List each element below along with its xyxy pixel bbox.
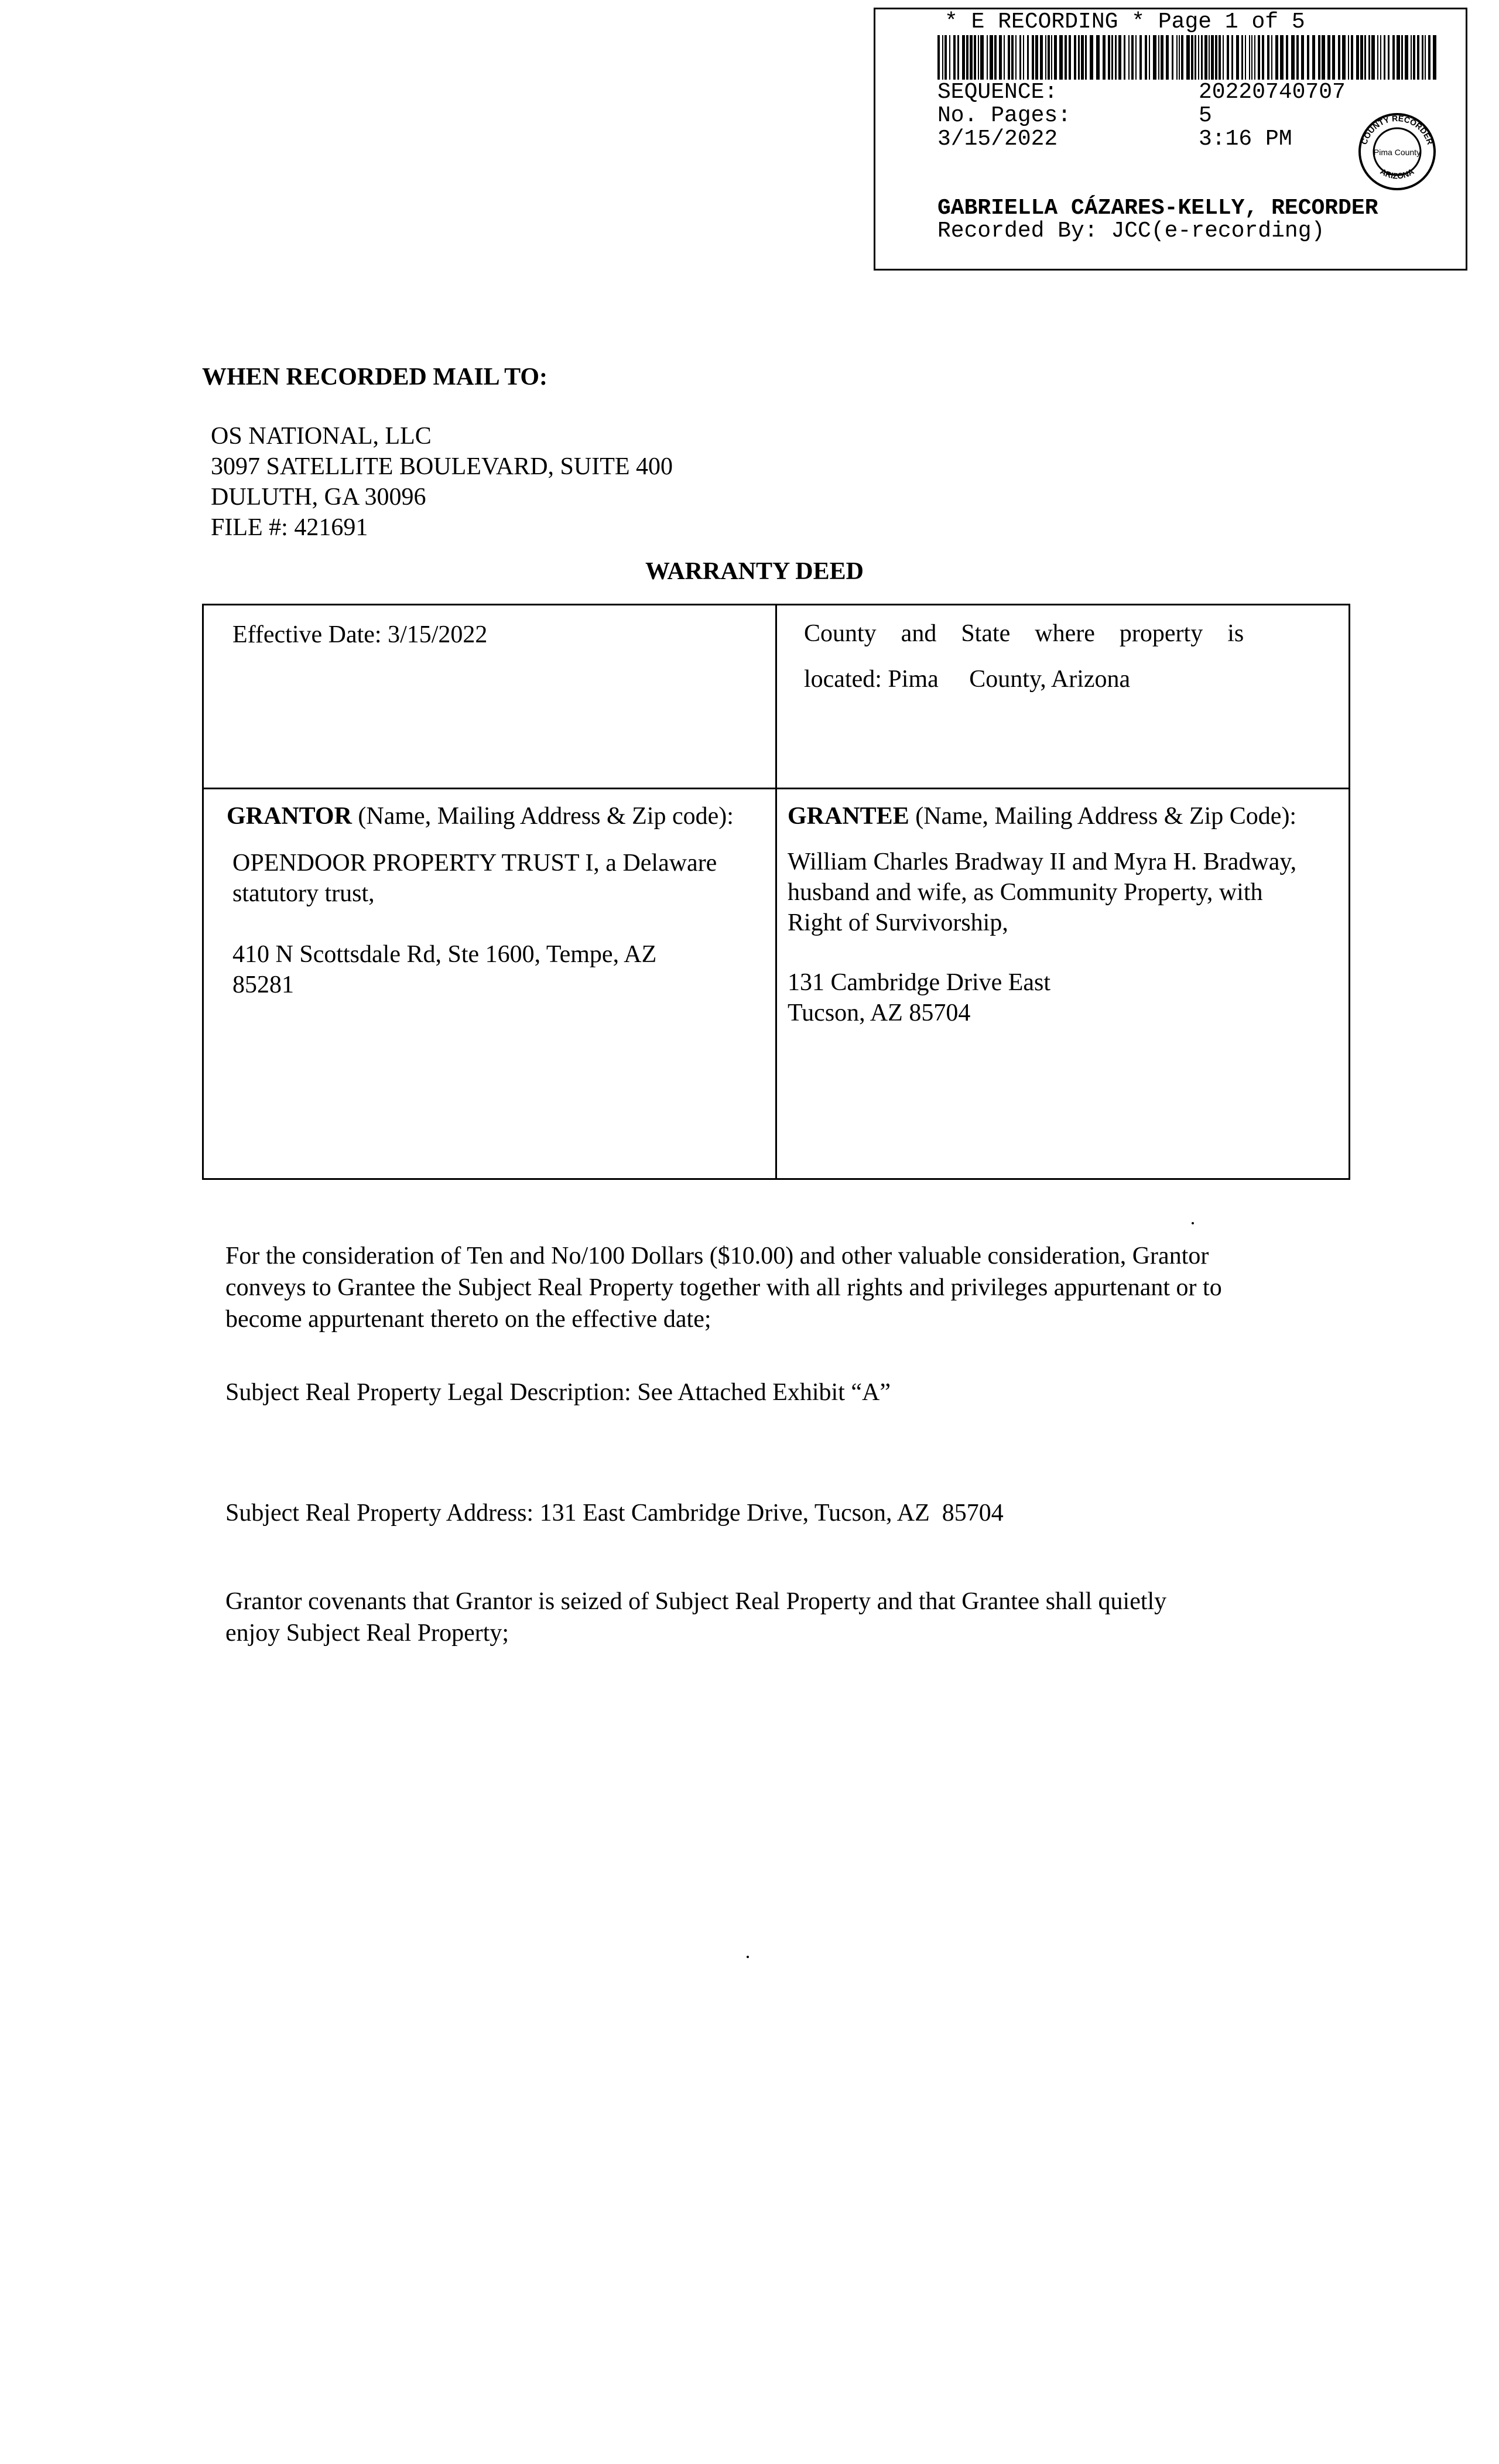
mail-to-heading: WHEN RECORDED MAIL TO: [202,364,548,391]
grantor-address-line1: 410 N Scottsdale Rd, Ste 1600, Tempe, AZ [232,941,657,968]
mail-to-street: 3097 SATELLITE BOULEVARD, SUITE 400 [211,453,673,480]
stray-mark [1192,1222,1194,1224]
grantor-address-line2: 85281 [232,971,294,998]
barcode-icon [937,35,1439,80]
grantee-label: GRANTEE [788,803,909,830]
recorded-by: Recorded By: JCC(e-recording) [937,218,1325,244]
consideration-line1: For the consideration of Ten and No/100 Dollars ($10.00) and other valuable consideration, Grantor [225,1243,1209,1269]
effective-date: Effective Date: 3/15/2022 [232,621,488,648]
document-title: WARRANTY DEED [645,558,864,585]
grantee-heading [788,801,1296,831]
seal-top-text: COUNTY RECORDER [1359,113,1435,146]
county-state-line2: located: Pima County, Arizona [804,666,1131,693]
consideration-paragraph [225,1240,1303,1335]
grantor-name-line1: OPENDOOR PROPERTY TRUST I, a Delaware [232,850,717,877]
recorder-name: GABRIELLA CÁZARES-KELLY, RECORDER [937,196,1378,221]
svg-text:ARIZONA [1378,166,1415,180]
consideration-line3: become appurtenant thereto on the effective date; [225,1306,711,1333]
county-seal-icon [1356,111,1438,193]
seal-center-text: Pima County [1373,148,1421,157]
grantee-address-line1: 131 Cambridge Drive East [788,969,1051,996]
grantee-address-line2: Tucson, AZ 85704 [788,1000,971,1026]
mail-to-city: DULUTH, GA 30096 [211,484,426,511]
grantor-hint: (Name, Mailing Address & Zip code): [351,803,734,830]
property-address: Subject Real Property Address: 131 East Cambridge Drive, Tucson, AZ 85704 [225,1500,1004,1527]
grantee-name-line3: Right of Survivorship, [788,909,1008,936]
sequence-value: 20220740707 [1199,80,1346,105]
legal-description: Subject Real Property Legal Description: See Attached Exhibit “A” [225,1379,891,1406]
grantor-heading [227,801,734,831]
grantee-name-line1: William Charles Bradway II and Myra H. Bradway, [788,848,1297,875]
grantor-name-line2: statutory trust, [232,880,375,907]
seal-bottom-text: ARIZONA [1378,166,1416,181]
deed-table [202,604,1350,1180]
grantee-name-line2: husband and wife, as Community Property, with [788,879,1263,906]
stray-mark [747,1956,749,1958]
county-state-line1: County and State where property is [804,620,1244,647]
recording-date: 3/15/2022 [937,126,1058,152]
sequence-label: SEQUENCE: [937,80,1058,105]
covenant-paragraph [225,1586,1166,1649]
covenant-line2: enjoy Subject Real Property; [225,1620,509,1647]
pages-value: 5 [1199,103,1212,128]
consideration-line2: conveys to Grantee the Subject Real Property together with all rights and privileges appurtenant or to [225,1274,1222,1301]
grantee-hint: (Name, Mailing Address & Zip Code): [909,803,1297,830]
table-divider-vertical [775,605,777,1178]
recording-time: 3:16 PM [1199,126,1292,152]
recording-stamp [874,8,1467,271]
svg-text:COUNTY RECORDER [1359,114,1435,146]
covenant-line1: Grantor covenants that Grantor is seized of Subject Real Property and that Grantee shall quietly [225,1588,1167,1615]
table-divider-horizontal [204,788,1349,789]
mail-to-file: FILE #: 421691 [211,514,368,541]
pages-label: No. Pages: [937,103,1072,128]
stamp-header: * E RECORDING * Page 1 of 5 [944,9,1305,35]
mail-to-company: OS NATIONAL, LLC [211,423,432,450]
grantor-label: GRANTOR [227,803,352,830]
